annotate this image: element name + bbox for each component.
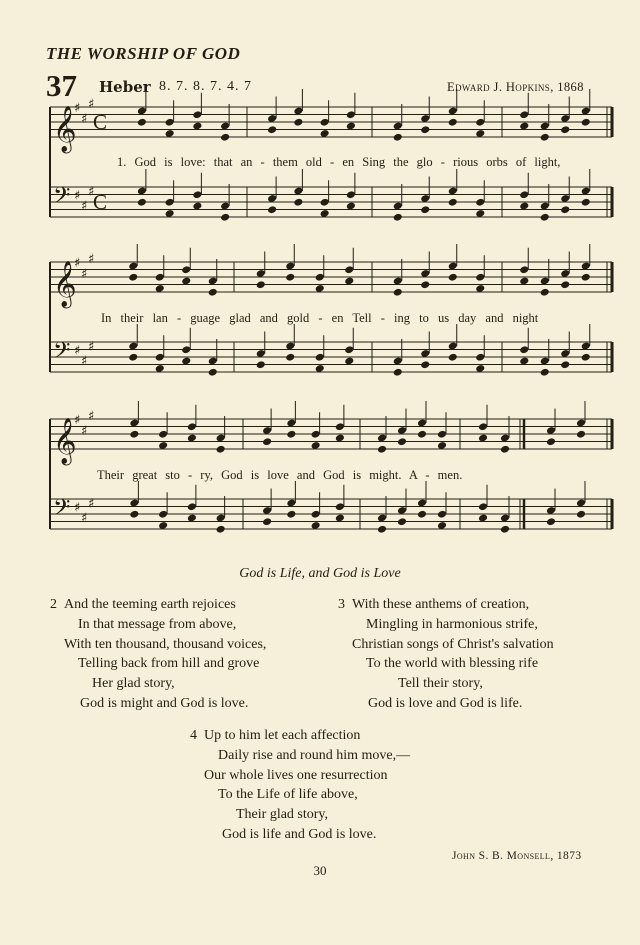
note-head <box>448 353 458 362</box>
hymn-caption: God is Life, and God is Love <box>239 566 401 581</box>
sharp-icon: ♯ <box>81 511 88 526</box>
note-head <box>546 517 556 526</box>
note-head <box>220 133 230 142</box>
sharp-icon: ♯ <box>81 112 88 127</box>
sharp-icon: ♯ <box>74 256 81 271</box>
note-head <box>129 510 139 519</box>
note-head <box>448 198 458 207</box>
note-head <box>262 517 272 526</box>
stanza-line: Mingling in harmonious strife, <box>366 616 538 632</box>
note-head <box>267 205 277 214</box>
author-credit: John S. B. Monsell, 1873 <box>452 850 582 862</box>
note-head <box>540 213 550 222</box>
sharp-icon: ♯ <box>74 500 81 516</box>
note-head <box>128 273 138 282</box>
note-head <box>293 118 303 127</box>
stanza-line: Telling back from hill and grove <box>78 656 260 672</box>
stanza-line: To the world with blessing rife <box>366 656 539 672</box>
stanza-line: With ten thousand, thousand voices, <box>64 636 267 652</box>
note-head <box>540 133 550 142</box>
common-time-icon: C <box>93 190 108 214</box>
note-head <box>448 118 458 127</box>
note-head <box>581 198 591 207</box>
note-head <box>546 437 556 446</box>
note-head <box>286 510 296 519</box>
note-head <box>128 353 138 362</box>
sharp-icon: ♯ <box>88 184 95 200</box>
note-head <box>581 273 591 282</box>
stanza-number: 4 <box>190 728 197 743</box>
note-head <box>540 368 550 377</box>
bass-clef-icon: 𝄢 <box>53 495 71 526</box>
note-head <box>500 445 510 454</box>
note-head <box>417 430 427 439</box>
note-head <box>397 517 407 526</box>
treble-clef-icon: 𝄞 <box>53 261 77 307</box>
note-head <box>137 198 147 207</box>
note-head <box>208 368 218 377</box>
stanza-line: With these anthems of creation, <box>352 597 530 612</box>
sharp-icon: ♯ <box>88 252 95 267</box>
stanza-line: God is love and God is life. <box>368 695 523 711</box>
hymn-meter: 8. 7. 8. 7. 4. 7 <box>159 79 252 94</box>
note-head <box>216 525 226 534</box>
note-head <box>420 360 430 369</box>
sharp-icon: ♯ <box>74 343 81 359</box>
note-head <box>417 510 427 519</box>
note-head <box>393 133 403 142</box>
note-head <box>220 213 230 222</box>
page-number: 30 <box>313 863 327 878</box>
sharp-icon: ♯ <box>74 188 81 204</box>
tune-name: Heber <box>99 78 151 96</box>
note-head <box>581 118 591 127</box>
sharp-icon: ♯ <box>81 354 88 369</box>
stanza-line: Her glad story, <box>92 676 175 692</box>
note-head <box>448 273 458 282</box>
stanza-line: Our whole lives one resurrection <box>204 767 388 783</box>
sharp-icon: ♯ <box>88 339 95 355</box>
note-head <box>581 353 591 362</box>
note-head <box>262 437 272 446</box>
lyric-line-1: 1. God is love: that an - them old - en Sing the glo - rious orbs of light, <box>117 155 561 169</box>
note-head <box>420 280 430 289</box>
stanza-line: Tell their story, <box>398 676 483 692</box>
note-head <box>377 525 387 534</box>
treble-clef-icon: 𝄞 <box>53 106 77 152</box>
note-head <box>129 430 139 439</box>
stanza-line: Christian songs of Christ's salvation <box>352 636 554 652</box>
note-head <box>293 198 303 207</box>
note-head <box>285 353 295 362</box>
sharp-icon: ♯ <box>74 101 81 116</box>
stanza-2 <box>50 595 266 714</box>
note-head <box>420 125 430 134</box>
note-head <box>285 273 295 282</box>
common-time-icon: C <box>93 110 108 134</box>
sharp-icon: ♯ <box>88 409 95 424</box>
bass-clef-icon: 𝄢 <box>53 338 71 369</box>
sharp-icon: ♯ <box>74 413 81 428</box>
stanza-3 <box>338 595 554 714</box>
composer-credit: Edward J. Hopkins, 1868 <box>447 80 584 94</box>
stanza-line: God is life and God is love. <box>222 826 377 842</box>
stanza-4 <box>190 726 410 845</box>
stanza-number: 3 <box>338 597 345 612</box>
note-head <box>576 430 586 439</box>
sharp-icon: ♯ <box>81 199 88 214</box>
stanza-line: And the teeming earth rejoices <box>64 597 236 612</box>
note-head <box>397 437 407 446</box>
note-head <box>286 430 296 439</box>
lyric-line-3: Their great sto - ry, God is love and God is might. A - men. <box>97 468 463 482</box>
note-head <box>560 205 570 214</box>
sharp-icon: ♯ <box>81 267 88 282</box>
note-head <box>256 280 266 289</box>
bass-clef-icon: 𝄢 <box>53 183 71 214</box>
note-head <box>137 118 147 127</box>
note-head <box>393 368 403 377</box>
stanza-line: Their glad story, <box>236 807 329 823</box>
stanza-line: Daily rise and round him move,— <box>218 747 411 763</box>
stanza-line: God is might and God is love. <box>80 695 249 711</box>
note-head <box>540 288 550 297</box>
note-head <box>267 125 277 134</box>
hymn-number: 37 <box>46 68 77 103</box>
note-head <box>560 280 570 289</box>
note-head <box>560 360 570 369</box>
sharp-icon: ♯ <box>81 424 88 439</box>
note-head <box>420 205 430 214</box>
sharp-icon: ♯ <box>88 97 95 112</box>
section-title: THE WORSHIP OF GOD <box>46 44 241 63</box>
note-head <box>377 445 387 454</box>
note-head <box>216 445 226 454</box>
stanza-line: Up to him let each affection <box>204 728 361 743</box>
note-head <box>393 213 403 222</box>
note-head <box>576 510 586 519</box>
stanza-line: To the Life of life above, <box>218 787 358 803</box>
note-head <box>500 525 510 534</box>
note-head <box>208 288 218 297</box>
note-head <box>560 125 570 134</box>
treble-clef-icon: 𝄞 <box>53 418 77 464</box>
lyric-line-2: In their lan - guage glad and gold - en Tell - ing to us day and night <box>101 311 539 325</box>
note-head <box>256 360 266 369</box>
stanza-number: 2 <box>50 597 57 612</box>
note-head <box>393 288 403 297</box>
stanza-line: In that message from above, <box>78 616 237 632</box>
sharp-icon: ♯ <box>88 496 95 512</box>
